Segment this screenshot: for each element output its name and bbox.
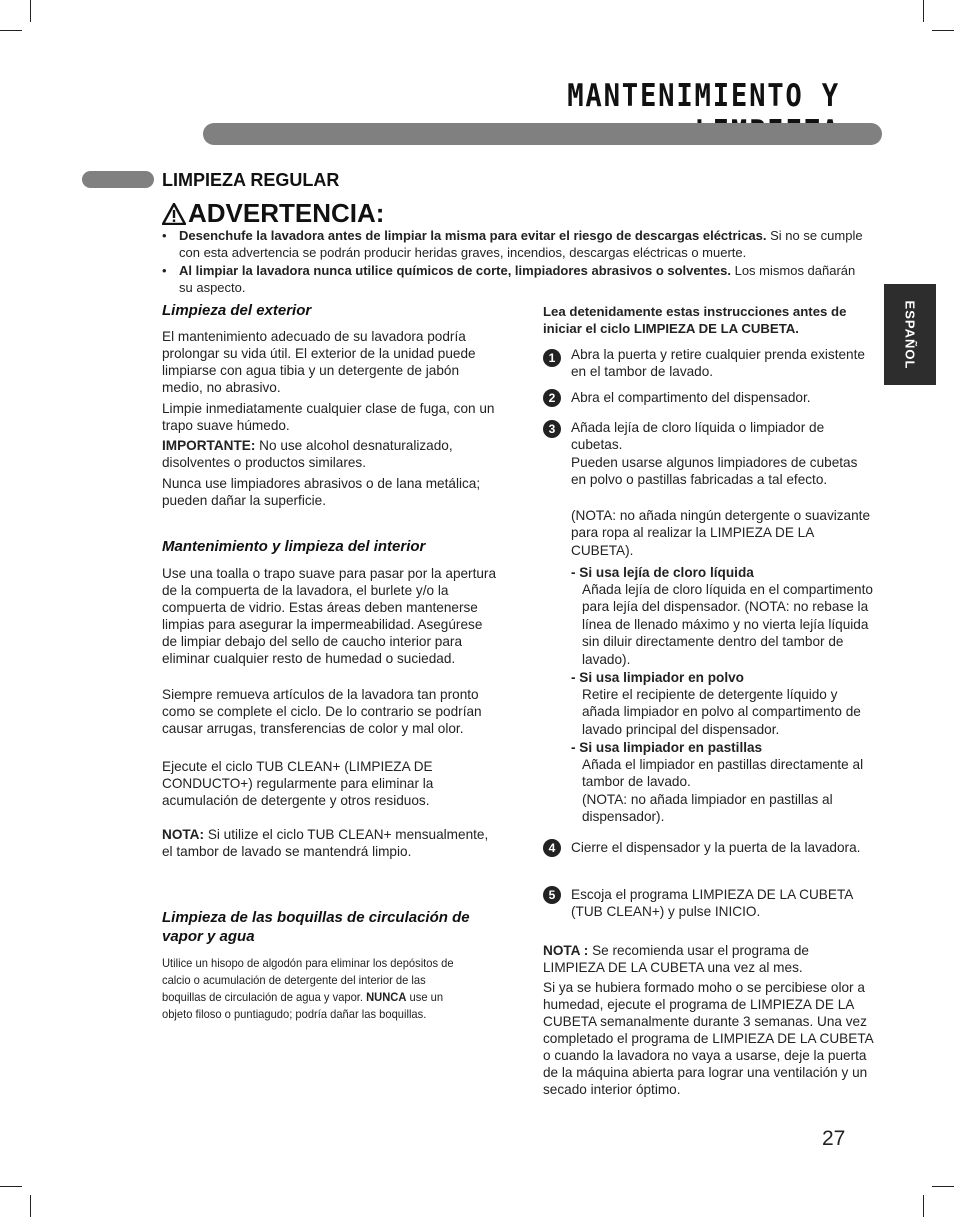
warning-text: Si no se cumple con esta advertencia se podrán producir heridas graves, incendios, descargas eléctricas o muerte. [179,228,863,260]
page-title: MANTENIMIENTO Y [567,78,840,114]
exterior-paragraph: Nunca use limpiadores abrasivos o de lana metálica; pueden dañar la superficie. [162,476,481,508]
step-text: Cierre el dispensador y la puerta de la lavadora. [571,840,861,855]
step-text: Escoja el programa LIMPIEZA DE LA CUBETA (TUB CLEAN+) y pulse INICIO. [571,887,853,920]
interior-paragraph: Use una toalla o trapo suave para pasar por la apertura de la compuerta de la lavadora, el burlete y/o la compuerta de vidrio. Estas áreas deben mantenerse limpias para asegurar la impermeabilidad. Asegúrese de limpiar debajo del sello de caucho interior para eliminar cualquier resto de humedad o suciedad. [162,566,497,666]
interior-note [162,826,497,860]
option-text: Añada lejía de cloro líquida en el compartimento para lejía del dispensador. (NOTA: no rebase la línea de llenado máximo y no vierta lejía líquida sin diluir directamente dentro del tambor de lavado). [582,582,873,667]
title-bar [203,123,882,145]
exterior-paragraph: Limpie inmediatamente cualquier clase de fuga, con un trapo suave húmedo. [162,401,495,433]
important-label: IMPORTANTE: [162,438,256,453]
step-text: Abra el compartimento del dispensador. [571,390,811,405]
warning-bold-text: Desenchufe la lavadora antes de limpiar la misma para evitar el riesgo de descargas eléctricas. [179,228,767,243]
note-label: NOTA : [543,943,589,958]
nozzles-text: use un objeto filoso o puntiagudo; podría dañar las boquillas. [162,990,444,1021]
step-text: Abra la puerta y retire cualquier prenda existente en el tambor de lavado. [571,347,865,380]
option-text: Retire el recipiente de detergente líquido y añada limpiador en polvo al compartimento de lavado principal del dispensador. [582,687,861,737]
crop-mark [923,1195,924,1217]
option-label: - Si usa lejía de cloro líquida [571,565,754,580]
exterior-heading: Limpieza del exterior [162,302,312,319]
step-number-badge: 1 [543,349,561,367]
crop-mark [0,1186,22,1187]
important-text: No use alcohol desnaturalizado, disolventes o productos similares. [162,438,453,470]
exterior-paragraph: El mantenimiento adecuado de su lavadora podría prolongar su vida útil. El exterior de la unidad puede limpiarse con agua tibia y un detergente de jabón medio, no abrasivo. [162,329,476,395]
section-title: LIMPIEZA REGULAR [162,170,340,190]
warning-bold-text: Al limpiar la lavadora nunca utilice químicos de corte, limpiadores abrasivos o solventes. [179,263,731,278]
warning-bullet [162,227,867,261]
crop-mark [30,0,31,22]
interior-heading: Mantenimiento y limpieza del interior [162,538,426,555]
step-number-badge: 5 [543,886,561,904]
option-label: - Si usa limpiador en polvo [571,670,744,685]
crop-mark [932,1186,954,1187]
option-label: - Si usa limpiador en pastillas [571,740,763,755]
step-text: Añada lejía de cloro líquida o limpiador de cubetas. [571,420,825,453]
crop-mark [923,0,924,22]
page-number: 27 [822,1127,846,1150]
crop-mark [0,30,22,31]
warning-text: Los mismos dañarán su aspecto. [179,263,856,295]
note-text: Si utilize el ciclo TUB CLEAN+ mensualmente, el tambor de lavado se mantendrá limpio. [162,827,489,859]
intro-text: Lea detenidamente estas instrucciones antes de iniciar el ciclo LIMPIEZA DE LA CUBETA. [543,304,847,336]
bullet-dot: • [162,263,167,278]
note-label: NOTA: [162,827,205,842]
language-tab [884,284,936,385]
step-number-badge: 2 [543,389,561,407]
exterior-important [162,437,497,471]
option-text: (NOTA: no añada limpiador en pastillas al dispensador). [582,792,833,825]
option-text: Añada el limpiador en pastillas directamente al tambor de lavado. [582,757,864,790]
tub-clean-note [543,942,873,976]
warning-heading [162,198,384,229]
nozzles-text: Utilice un hisopo de algodón para eliminar los depósitos de calcio o acumulación de detergente del interior de las boquillas de circulación de agua y vapor. [162,956,454,1004]
interior-paragraph: Ejecute el ciclo TUB CLEAN+ (LIMPIEZA DE CONDUCTO+) regularmente para eliminar la acumulación de detergente y otros residuos. [162,759,434,808]
warning-title: ADVERTENCIA: [188,198,385,228]
step-text: Pueden usarse algunos limpiadores de cubetas en polvo o pastillas fabricadas a tal efecto. [571,455,858,488]
step-number-badge: 3 [543,420,561,438]
warning-triangle-icon [162,203,186,225]
final-paragraph: Si ya se hubiera formado moho o se percibiese olor a humedad, ejecute el programa de LIMPIEZA DE LA CUBETA semanalmente durante 3 semanas. Una vez completado el programa de LIMPIEZA DE LA CUBETA o cuando la lavadora no vaya a usarse, deje la puerta de la máquina abierta para lograr una ventilación y un secado interior óptimo. [543,980,873,1097]
crop-mark [932,30,954,31]
nozzles-paragraph [162,955,469,1023]
nozzles-heading: Limpieza de las boquillas de circulación de vapor y agua [162,909,470,945]
section-pill [82,171,154,188]
crop-mark [30,1195,31,1217]
note-text: Se recomienda usar el programa de LIMPIEZA DE LA CUBETA una vez al mes. [543,943,809,975]
language-tab-label: ESPAÑOL [902,300,918,369]
nozzles-warning-word: NUNCA [366,990,407,1004]
bullet-dot: • [162,228,167,243]
interior-paragraph: Siempre remueva artículos de la lavadora tan pronto como se complete el ciclo. De lo contrario se podrían causar arrugas, transferencias de color y mal olor. [162,687,482,736]
warning-bullet [162,262,867,296]
step-text: (NOTA: no añada ningún detergente o suavizante para ropa al realizar la LIMPIEZA DE LA CUBETA). [571,508,871,558]
step-number-badge: 4 [543,839,561,857]
